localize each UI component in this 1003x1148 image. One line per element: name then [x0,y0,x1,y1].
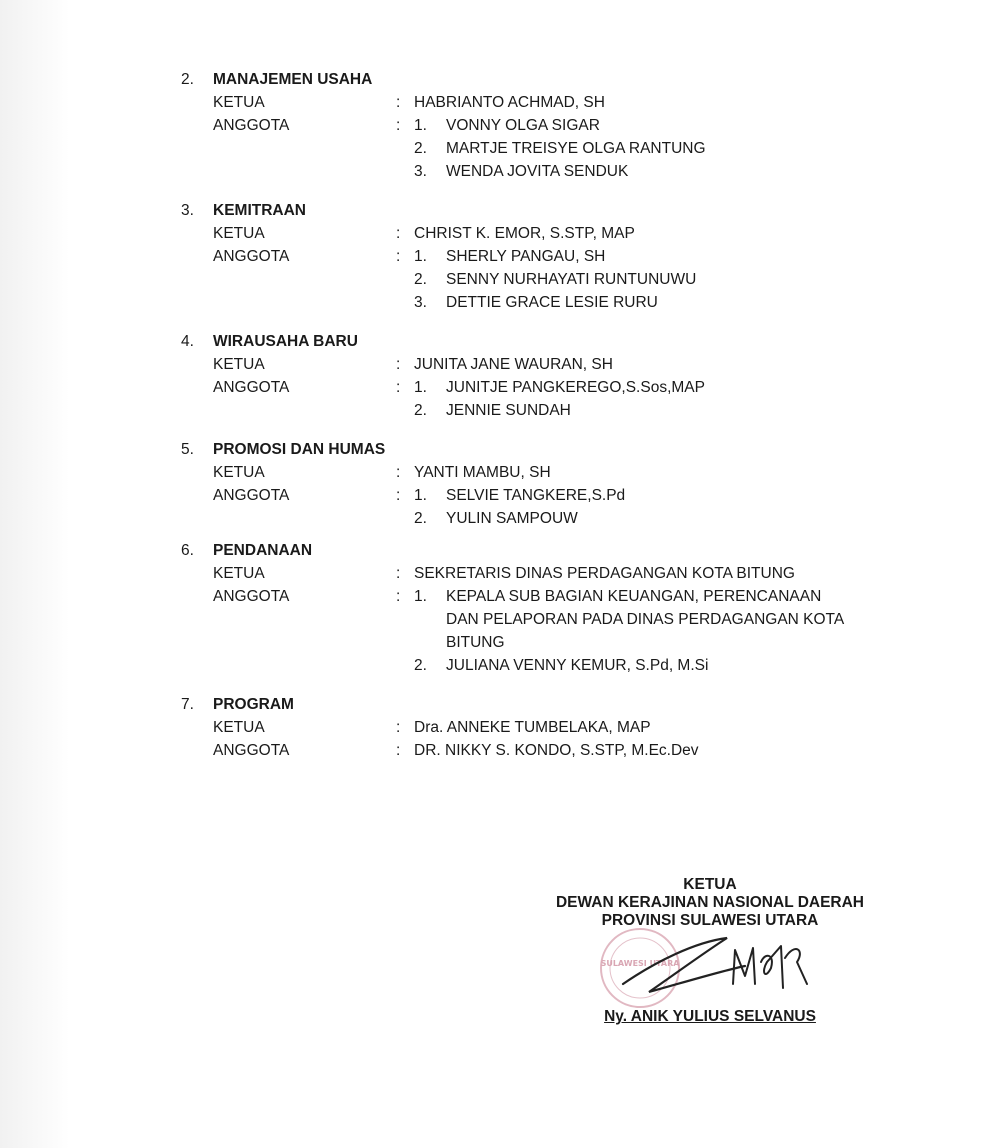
section-number: 4. [181,333,194,350]
ketua-label: KETUA [213,464,265,481]
ketua-name: JUNITA JANE WAURAN, SH [414,356,613,373]
anggota-row: ANGGOTA : 1. VONNY OLGA SIGAR 2. MARTJE TREISYE OLGA RANTUNG 3. WENDA JOVITA SENDUK [181,114,901,183]
list-item: 1. SELVIE TANGKERE,S.Pd [414,487,626,504]
list-item: 1. SHERLY PANGAU, SH [414,248,606,265]
section-title: MANAJEMEN USAHA [213,71,373,88]
section-title: PROMOSI DAN HUMAS [213,441,386,458]
section-program [181,693,901,762]
ketua-label: KETUA [213,225,265,242]
ketua-name: Dra. ANNEKE TUMBELAKA, MAP [414,719,651,736]
section-title: KEMITRAAN [213,202,306,219]
anggota-label: ANGGOTA [213,487,290,504]
ketua-row: KETUA : CHRIST K. EMOR, S.STP, MAP [181,222,901,245]
ketua-row: KETUA : YANTI MAMBU, SH [181,461,901,484]
section-number: 3. [181,202,194,219]
list-item: 2. SENNY NURHAYATI RUNTUNUWU [414,271,697,288]
ketua-name: SEKRETARIS DINAS PERDAGANGAN KOTA BITUNG [414,565,795,582]
ketua-row: KETUA : HABRIANTO ACHMAD, SH [181,91,901,114]
signature-province: PROVINSI SULAWESI UTARA [601,912,819,929]
ketua-name: HABRIANTO ACHMAD, SH [414,94,605,111]
anggota-row: ANGGOTA : 1. SELVIE TANGKERE,S.Pd 2. YULIN SAMPOUW [181,484,901,530]
section-title: PENDANAAN [213,542,313,559]
anggota-row: ANGGOTA : 1. KEPALA SUB BAGIAN KEUANGAN, PERENCANAAN DAN PELAPORAN PADA DINAS PERDAGANGAN KOTA BITUNG 2. JULIANA VENNY KEMUR, S.Pd, M.Si [181,585,901,677]
signature-organization: DEWAN KERAJINAN NASIONAL DAERAH [555,894,864,911]
section-pendanaan [181,539,901,677]
ketua-name: YANTI MAMBU, SH [414,464,551,481]
anggota-label: ANGGOTA [213,742,290,759]
anggota-name: DR. NIKKY S. KONDO, S.STP, M.Ec.Dev [414,742,699,759]
ketua-name: CHRIST K. EMOR, S.STP, MAP [414,225,635,242]
section-number: 6. [181,542,194,559]
section-number: 5. [181,441,194,458]
section-number: 2. [181,71,194,88]
section-kemitraan [181,199,901,314]
anggota-row: ANGGOTA : 1. SHERLY PANGAU, SH 2. SENNY NURHAYATI RUNTUNUWU 3. DETTIE GRACE LESIE RURU [181,245,901,314]
list-item: 1. JUNITJE PANGKEREGO,S.Sos,MAP [414,379,705,396]
list-item: 2. YULIN SAMPOUW [414,510,578,527]
section-wirausaha-baru [181,330,901,422]
ketua-label: KETUA [213,356,265,373]
section-number: 7. [181,696,194,713]
ketua-label: KETUA [213,719,265,736]
anggota-row: ANGGOTA : 1. JUNITJE PANGKEREGO,S.Sos,MAP 2. JENNIE SUNDAH [181,376,901,422]
handwritten-signature-icon [615,922,815,1006]
list-item: 3. WENDA JOVITA SENDUK [414,163,629,180]
committee-list [181,68,901,778]
list-item: 1. VONNY OLGA SIGAR [414,117,600,134]
anggota-label: ANGGOTA [213,588,290,605]
list-item: 2. MARTJE TREISYE OLGA RANTUNG [414,140,706,157]
list-item: 3. DETTIE GRACE LESIE RURU [414,294,658,311]
signatory-name: Ny. ANIK YULIUS SELVANUS [604,1008,816,1025]
ketua-row: KETUA : JUNITA JANE WAURAN, SH [181,353,901,376]
signature-title: KETUA [683,876,737,893]
ketua-row: KETUA : Dra. ANNEKE TUMBELAKA, MAP [181,716,901,739]
stamp-text: SULAWESI UTARA [600,959,680,968]
list-item: 2. JENNIE SUNDAH [414,402,571,419]
section-promosi-dan-humas [181,438,901,530]
scan-edge-shade [0,0,70,1148]
ketua-row: KETUA : SEKRETARIS DINAS PERDAGANGAN KOTA BITUNG [181,562,901,585]
ketua-label: KETUA [213,94,265,111]
anggota-label: ANGGOTA [213,117,290,134]
anggota-label: ANGGOTA [213,379,290,396]
signature-block [520,876,900,1026]
section-title: WIRAUSAHA BARU [213,333,358,350]
signature-area [520,930,900,1008]
list-item: 1. KEPALA SUB BAGIAN KEUANGAN, PERENCANAAN DAN PELAPORAN PADA DINAS PERDAGANGAN KOTA BITUNG [414,588,844,651]
anggota-label: ANGGOTA [213,248,290,265]
section-title: PROGRAM [213,696,294,713]
section-manajemen-usaha [181,68,901,183]
anggota-row: ANGGOTA : DR. NIKKY S. KONDO, S.STP, M.Ec.Dev [181,739,901,762]
list-item: 2. JULIANA VENNY KEMUR, S.Pd, M.Si [414,657,709,674]
ketua-label: KETUA [213,565,265,582]
